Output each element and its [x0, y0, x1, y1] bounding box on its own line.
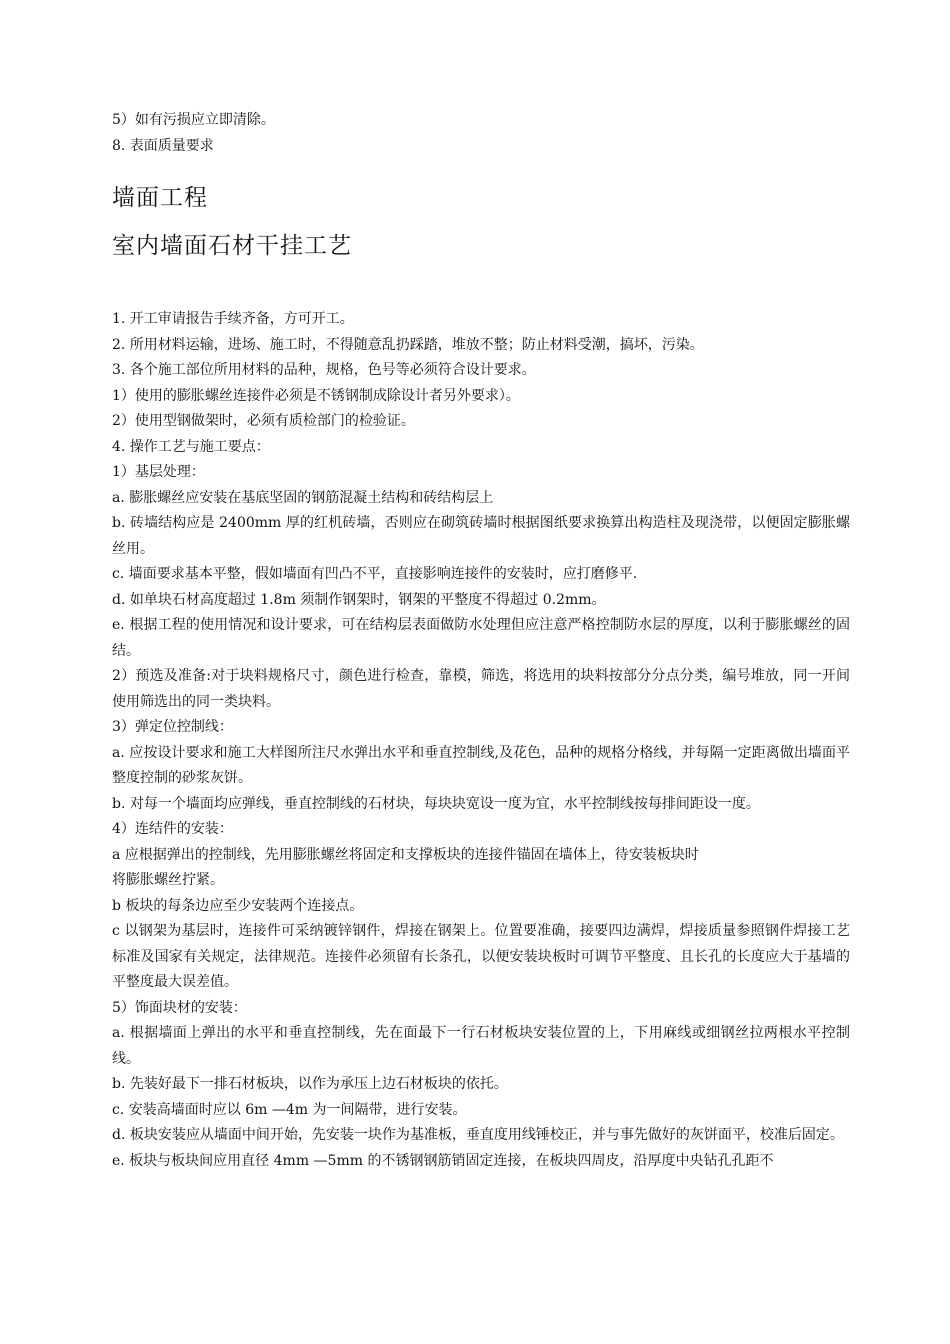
text-paragraph: e. 根据工程的使用情况和设计要求，可在结构层表面做防水处理但应注意严格控制防水层的厚度，以利于膨胀螺丝的固结。: [112, 617, 850, 659]
text-line: b 板块的每条边应至少安装两个连接点。: [112, 897, 364, 914]
text-line: 1）使用的膨胀螺丝连接件必须是不锈钢制成除设计者另外要求）。: [112, 387, 520, 404]
text-line: 1. 开工审请报告手续齐备，方可开工。: [112, 311, 354, 327]
text-paragraph: b. 对每一个墙面均应弹线，垂直控制线的石材块，每块块宽设一度为宜，水平控制线按每排间距设一度。: [112, 795, 760, 812]
text-line: 2）使用型钢做架时，必须有质检部门的检验证。: [112, 413, 415, 429]
section-heading: 墙面工程: [112, 185, 208, 211]
text-line: b. 先装好最下一排石材板块，以作为承压上边石材板块的依托。: [112, 1076, 508, 1092]
text-line: 将膨胀螺丝拧紧。: [112, 872, 224, 888]
text-line: 3. 各个施工部位所用材料的品种，规格，色号等必须符合设计要求。: [112, 362, 536, 378]
text-line: 5）如有污损应立即清除。: [112, 112, 275, 128]
text-line: 8. 表面质量要求: [112, 137, 214, 154]
text-paragraph: 2）预选及准备:对于块料规格尺寸，颜色进行检查，靠模，筛选，将选用的块料按部分分点分类，编号堆放，同一开间使用筛选出的同一类块料。: [112, 668, 850, 710]
text-line: a 应根据弹出的控制线，先用膨胀螺丝将固定和支撑板块的连接件锚固在墙体上，待安装板块时: [112, 846, 699, 863]
text-line: a. 膨胀螺丝应安装在基底坚固的钢筋混凝土结构和砖结构层上: [112, 489, 494, 506]
text-paragraph: d. 板块安装应从墙面中间开始，先安装一块作为基准板，垂直度用线锤校正，并与事先做好的灰饼面平，校准后固定。: [112, 1127, 844, 1143]
text-line: 3）弹定位控制线：: [112, 719, 233, 735]
text-line: 4. 操作工艺与施工要点：: [112, 438, 270, 455]
text-line: 4）连结件的安装：: [112, 821, 233, 837]
text-line: 1）基层处理：: [112, 464, 205, 480]
text-line: c. 墙面要求基本平整，假如墙面有凹凸不平，直接影响连接件的安装时，应打磨修平.: [112, 566, 638, 582]
text-paragraph: a. 应按设计要求和施工大样图所注尺水弹出水平和垂直控制线,及花色，品种的规格分格线，并每隔一定距离做出墙面平整度控制的砂浆灰饼。: [112, 744, 850, 786]
text-line: c. 安装高墙面时应以 6m —4m 为一间隔带，进行安装。: [112, 1101, 467, 1118]
text-paragraph: b. 砖墙结构应是 2400mm 厚的红机砖墙，否则应在砌筑砖墙时根据图纸要求换算出构造柱及现浇带，以便固定膨胀螺丝用。: [112, 515, 850, 557]
text-line: d. 如单块石材高度超过 1.8m 须制作钢架时，钢架的平整度不得超过 0.2mm。: [112, 591, 606, 608]
subsection-heading: 室内墙面石材干挂工艺: [112, 233, 352, 259]
text-line: 5）饰面块材的安装：: [112, 999, 247, 1016]
text-line: 2. 所用材料运输，进场、施工时，不得随意乱扔踩踏，堆放不整；防止材料受潮，搞坏，污染。: [112, 336, 704, 353]
document-page: [112, 108, 850, 1174]
text-paragraph: c 以钢架为基层时，连接件可采纳镀锌钢件，焊接在钢架上。位置要准确，接要四边满焊，焊接质量参照钢件焊接工艺标准及国家有关规定，法律规范。连接件必须留有长条孔，以便安装块板时可调节平整度、且长孔的长度应大于基墙的平整度最大误差值。: [112, 923, 850, 990]
spacer: [112, 261, 850, 307]
text-paragraph: a. 根据墙面上弹出的水平和垂直控制线，先在面最下一行石材板块安装位置的上，下用麻线或细钢丝拉两根水平控制线。: [112, 1025, 850, 1067]
text-line: e. 板块与板块间应用直径 4mm —5mm 的不锈钢钢筋销固定连接，在板块四周皮，沿厚度中央钻孔孔距不: [112, 1152, 774, 1169]
